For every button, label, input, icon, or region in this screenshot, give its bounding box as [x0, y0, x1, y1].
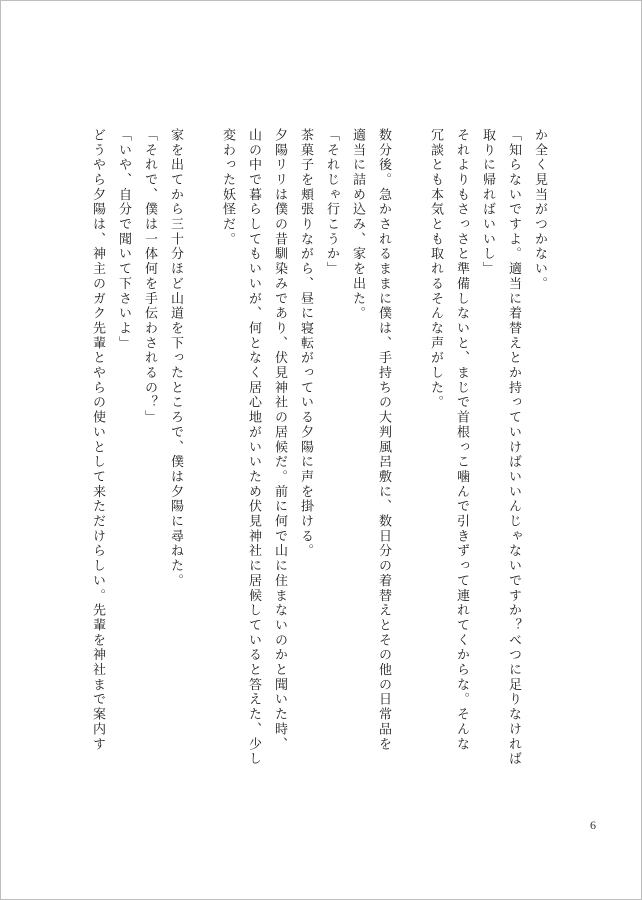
- text-line: 「それで、僕は一体何を手伝わされるの？」: [142, 128, 157, 425]
- text-line: 茶菓子を頬張りながら、昼に寝転がっている夕陽に声を掛ける。: [298, 128, 313, 559]
- text-line: 変わった妖怪だ。: [220, 128, 235, 247]
- text-line: 取りに帰ればいいし」: [480, 128, 495, 277]
- text-line: 「いや、自分で聞いて下さいよ」: [116, 128, 131, 351]
- text-line: 夕陽リリは僕の昔馴染みであり、伏見神社の居候だ。前に何で山に住まないのかと聞いた時、: [272, 128, 287, 752]
- text-line: 「知らないですよ。適当に着替えとか持っていけばいいんじゃないですか？べつに足りなければ: [506, 128, 521, 767]
- text-line: どうやら夕陽は、神主のガク先輩とやらの使いとして来ただけらしい。先輩を神社まで案内す: [90, 128, 105, 752]
- text-line: 山の中で暮らしてもいいが、何となく居心地がいいため伏見神社に居候していると答えた、少し: [246, 128, 261, 767]
- text-line: 家を出てから三十分ほど山道を下ったところで、僕は夕陽に尋ねた。: [168, 128, 183, 589]
- text-line: 「それじゃ行こうか」: [324, 128, 339, 277]
- vertical-text-body: [84, 128, 552, 788]
- text-line: それよりもさっさと準備しないと、まじで首根っこ噛んで引きずって連れてくからな。そんな: [454, 128, 469, 752]
- page-number: 6: [590, 818, 596, 832]
- text-line: 冗談とも本気とも取れるそんな声がした。: [428, 128, 443, 411]
- blank-line: [396, 128, 422, 788]
- text-line: か全く見当がつかない。: [532, 128, 547, 292]
- text-line: 数分後。急かされるままに僕は、手持ちの大判風呂敷に、数日分の着替えとその他の日常品を: [376, 128, 391, 752]
- text-line: 適当に詰め込み、家を出た。: [350, 128, 365, 322]
- blank-line: [188, 128, 214, 788]
